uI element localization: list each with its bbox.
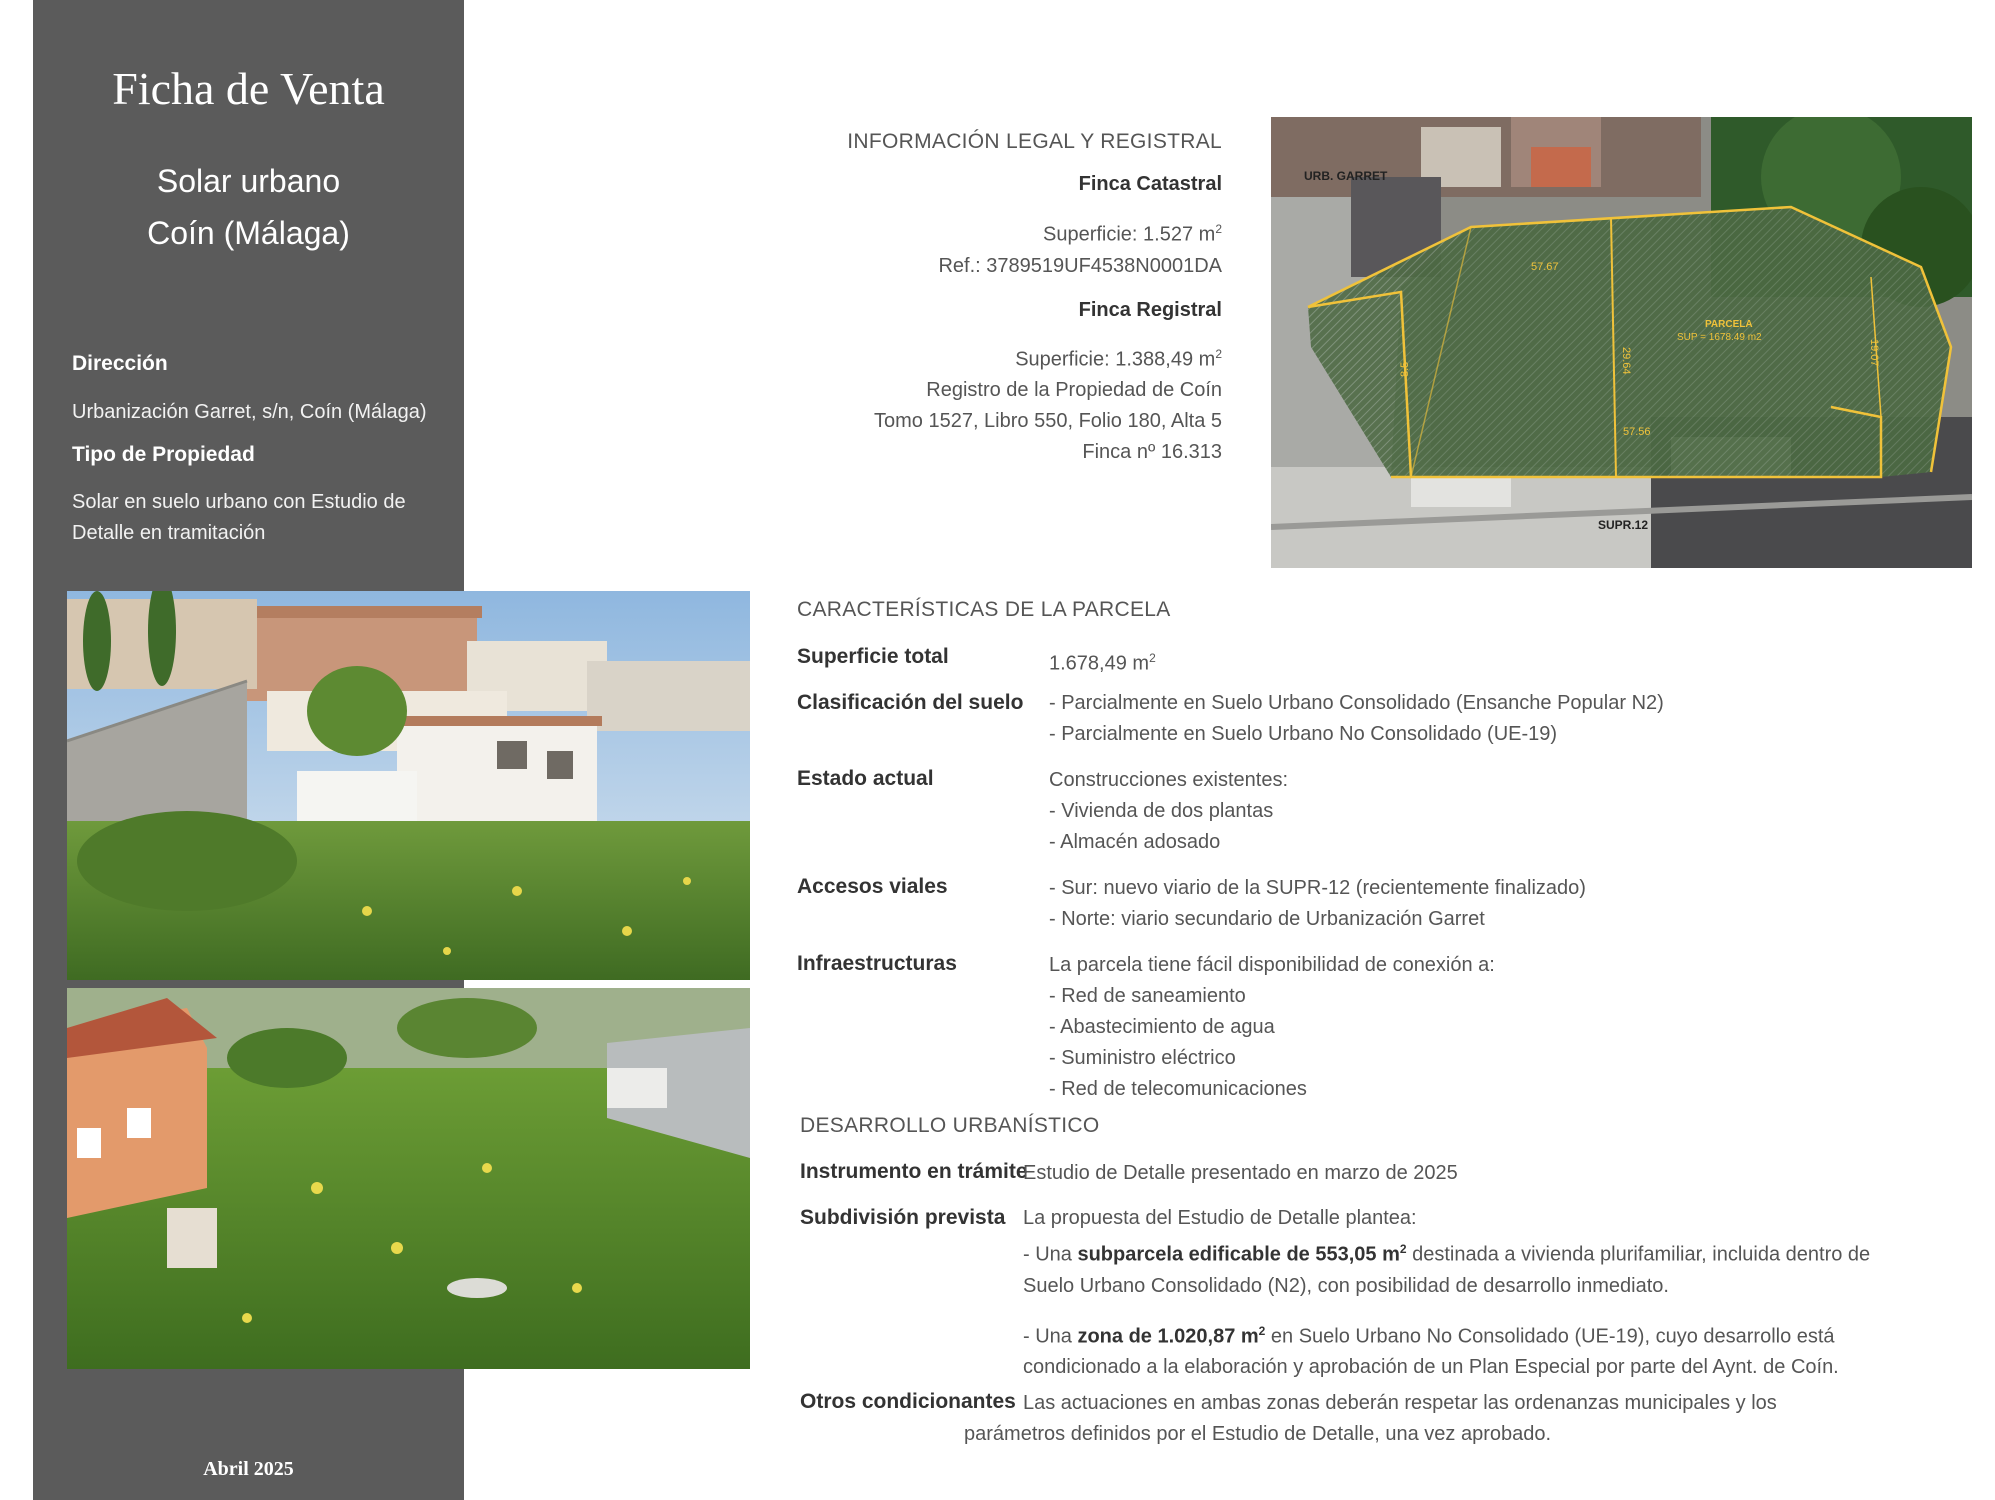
document-title: Ficha de Venta	[112, 63, 385, 114]
direccion-label: Dirección	[72, 352, 168, 375]
map-label-supr: SUPR.12	[1598, 518, 1649, 532]
legal-info	[702, 126, 1222, 468]
map-dim-mid: 29.64	[1620, 347, 1632, 375]
subtitle-line-2: Coín (Málaga)	[147, 215, 350, 251]
instrumento-value: Estudio de Detalle presentado en marzo de 2025	[1023, 1162, 1458, 1184]
registral-label: Finca Registral	[1078, 298, 1222, 321]
catastral-label: Finca Catastral	[1078, 173, 1222, 195]
tomo: Tomo 1527, Libro 550, Folio 180, Alta 5	[873, 410, 1222, 433]
instrumento-label: Instrumento en trámite	[800, 1160, 1028, 1183]
tipo-label: Tipo de Propiedad	[72, 443, 255, 466]
map-label-superficie: SUP = 1678.49 m2	[1677, 332, 1762, 343]
otros-value-line1: Las actuaciones en ambas zonas deberán respetar las ordenanzas municipales y los	[1023, 1392, 1777, 1414]
subtitle-line-1: Solar urbano	[156, 163, 341, 199]
clasificacion-label: Clasificación del suelo	[797, 691, 1024, 714]
direccion-value: Urbanización Garret, s/n, Coín (Málaga)	[72, 401, 427, 423]
map-dim-bottom: 57.56	[1623, 426, 1651, 438]
map-dim-left: 8.5	[1399, 361, 1411, 377]
superficie-label: Superficie total	[797, 645, 949, 668]
superficie-value: 1.678,49 $m^2$	[1049, 651, 1156, 675]
finca-number: Finca nº 16.313	[1082, 441, 1222, 464]
legal-heading: INFORMACIÓN LEGAL Y REGISTRAL	[847, 130, 1222, 153]
catastral-ref: Ref.: 3789519UF4538N0001DA	[938, 254, 1222, 277]
infra-value: La parcela tiene fácil disponibilidad de conexión a: - Red de saneamiento - Abastecimiento de agua - Suministro eléctrico - Red de telecomunicaciones	[1049, 954, 1495, 1100]
document-date: Abril 2025	[203, 1458, 294, 1480]
map-label-parcela: PARCELA	[1705, 319, 1753, 330]
estado-value: Construcciones existentes: - Vivienda de dos plantas - Almacén adosado	[1049, 769, 1289, 853]
accesos-value: - Sur: nuevo viario de la SUPR-12 (recientemente finalizado) - Norte: viario secundario de Urbanización Garret	[1049, 877, 1586, 930]
document-subtitle	[33, 155, 464, 259]
registral-superficie: Superficie: 1.388,49 $m^2$	[1015, 346, 1222, 371]
desarrollo-heading: DESARROLLO URBANÍSTICO	[800, 1114, 1100, 1137]
parcela-heading: CARACTERÍSTICAS DE LA PARCELA	[797, 598, 1171, 621]
otros-label: Otros condicionantes	[800, 1390, 1016, 1413]
subdivision-value: La propuesta del Estudio de Detalle plantea: - Una subparcela edificable de 553,05 $m^2$ destinada a vivienda plurifamiliar, incluida dentro de Suelo Urbano Consolidado (N2), con posibilidad de desarrollo inmediato. - Una zona de 1.020,87 $m^2$ en Suelo Urbano No Consolidado (UE-19), cuyo desarrollo está condicionado a la elaboración y aprobación de un Plan Especial por parte del Aynt. de Coín.	[1023, 1207, 1871, 1379]
infra-label: Infraestructuras	[797, 952, 957, 975]
estado-label: Estado actual	[797, 767, 934, 790]
map-dim-right: 19.07	[1868, 339, 1880, 367]
subdivision-label: Subdivisión prevista	[800, 1206, 1006, 1229]
otros-value-line2: parámetros definidos por el Estudio de Detalle, una vez aprobado.	[964, 1423, 1552, 1445]
registro: Registro de la Propiedad de Coín	[926, 379, 1222, 402]
aerial-plot-map	[1271, 117, 1972, 568]
catastral-superficie: Superficie: 1.527 $m^2$	[1042, 222, 1222, 246]
map-dim-top: 57.67	[1531, 261, 1559, 273]
clasificacion-value: - Parcialmente en Suelo Urbano Consolidado (Ensanche Popular N2) - Parcialmente en Suelo Urbano No Consolidado (UE-19)	[1049, 692, 1664, 745]
accesos-label: Accesos viales	[797, 875, 948, 898]
tipo-value: Solar en suelo urbano con Estudio de Detalle en tramitación	[72, 491, 406, 544]
map-label-urb: URB. GARRET	[1304, 169, 1388, 183]
photo-plot-view	[67, 988, 750, 1369]
photo-street-view	[67, 591, 750, 980]
